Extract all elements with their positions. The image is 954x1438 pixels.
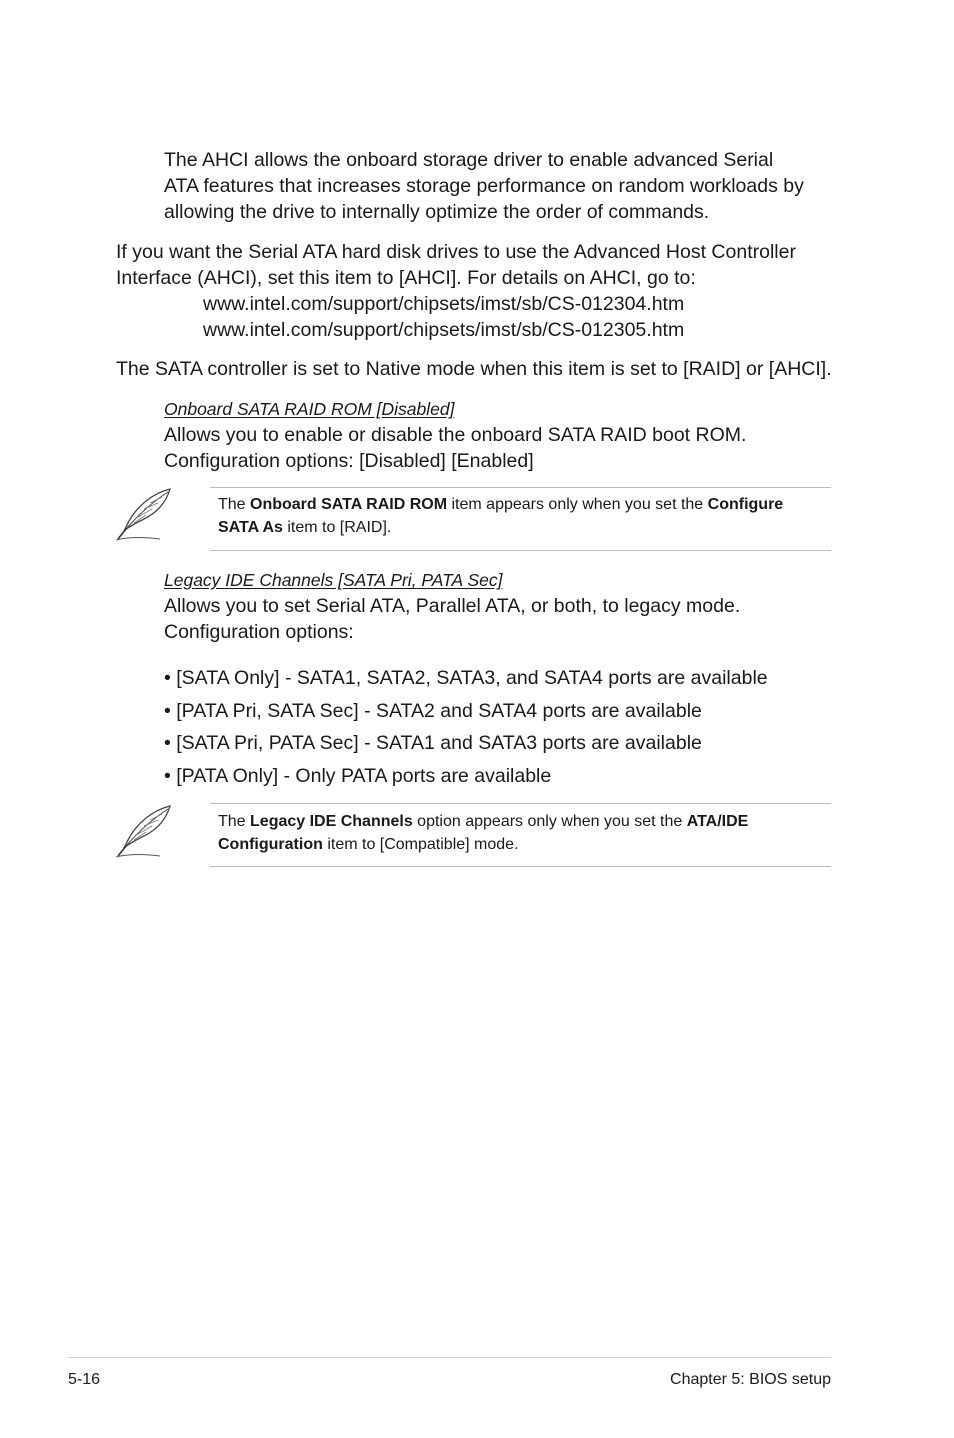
- native-mode-text: The SATA controller is set to Native mode when this item is set to [RAID] or [AHCI].: [116, 358, 832, 380]
- note-text: item to [RAID].: [282, 519, 392, 536]
- ahci-description-line: ATA features that increases storage performance on random workloads by: [164, 175, 804, 197]
- note-bold-term: Legacy IDE Channels: [250, 813, 413, 830]
- ahci-description-line: allowing the drive to internally optimize the order of commands.: [164, 201, 710, 223]
- feather-pen-icon: [114, 804, 174, 860]
- legacy-ide-line: Allows you to set Serial ATA, Parallel ATA, or both, to legacy mode.: [164, 595, 741, 617]
- ahci-url-link[interactable]: www.intel.com/support/chipsets/imst/sb/CS-012304.htm: [203, 293, 685, 315]
- ahci-description-line: The AHCI allows the onboard storage driver to enable advanced Serial: [164, 149, 774, 171]
- note-text: option appears only when you set the: [412, 813, 687, 830]
- note-text: The: [218, 496, 251, 513]
- legacy-ide-option: • [PATA Pri, SATA Sec] - SATA2 and SATA4 ports are available: [164, 699, 702, 722]
- legacy-ide-line: Configuration options:: [164, 621, 354, 643]
- legacy-ide-section: [164, 567, 740, 645]
- note-bold-term: Configure: [707, 496, 784, 513]
- footer-divider: [68, 1357, 831, 1358]
- ahci-url-link[interactable]: www.intel.com/support/chipsets/imst/sb/CS-012305.htm: [203, 319, 685, 341]
- chapter-title: Chapter 5: BIOS setup: [670, 1371, 831, 1388]
- ahci-howto-line: Interface (AHCI), set this item to [AHCI]. For details on AHCI, go to:: [116, 267, 696, 289]
- ahci-howto-line: If you want the Serial ATA hard disk drives to use the Advanced Host Controller: [116, 241, 796, 263]
- ahci-howto: [116, 239, 796, 291]
- note-text: The: [218, 813, 251, 830]
- ahci-description: [164, 147, 804, 225]
- feather-pen-icon: [114, 487, 174, 543]
- raid-rom-heading: Onboard SATA RAID ROM [Disabled]: [164, 399, 455, 419]
- note-text: item to [Compatible] mode.: [322, 836, 519, 853]
- legacy-ide-option: • [SATA Only] - SATA1, SATA2, SATA3, and SATA4 ports are available: [164, 667, 768, 689]
- legacy-ide-option: • [PATA Only] - Only PATA ports are available: [164, 765, 552, 788]
- note-bold-term: Configuration: [218, 836, 323, 853]
- note-bold-term: ATA/IDE: [686, 813, 749, 830]
- legacy-ide-heading: Legacy IDE Channels [SATA Pri, PATA Sec]: [164, 570, 503, 590]
- note-legacy-ide: [210, 803, 831, 867]
- note-bold-term: SATA As: [218, 519, 283, 536]
- note-text: item appears only when you set the: [447, 496, 708, 513]
- raid-rom-section: [164, 396, 746, 474]
- legacy-ide-option: • [SATA Pri, PATA Sec] - SATA1 and SATA3 ports are available: [164, 732, 702, 755]
- note-raid-rom: [210, 487, 831, 551]
- raid-rom-line: Configuration options: [Disabled] [Enabled]: [164, 450, 534, 472]
- page-number: 5-16: [68, 1371, 101, 1388]
- raid-rom-line: Allows you to enable or disable the onboard SATA RAID boot ROM.: [164, 424, 747, 446]
- legacy-ide-options: [164, 665, 768, 789]
- ahci-url-list: [203, 291, 684, 343]
- note-bold-term: Onboard SATA RAID ROM: [250, 496, 448, 513]
